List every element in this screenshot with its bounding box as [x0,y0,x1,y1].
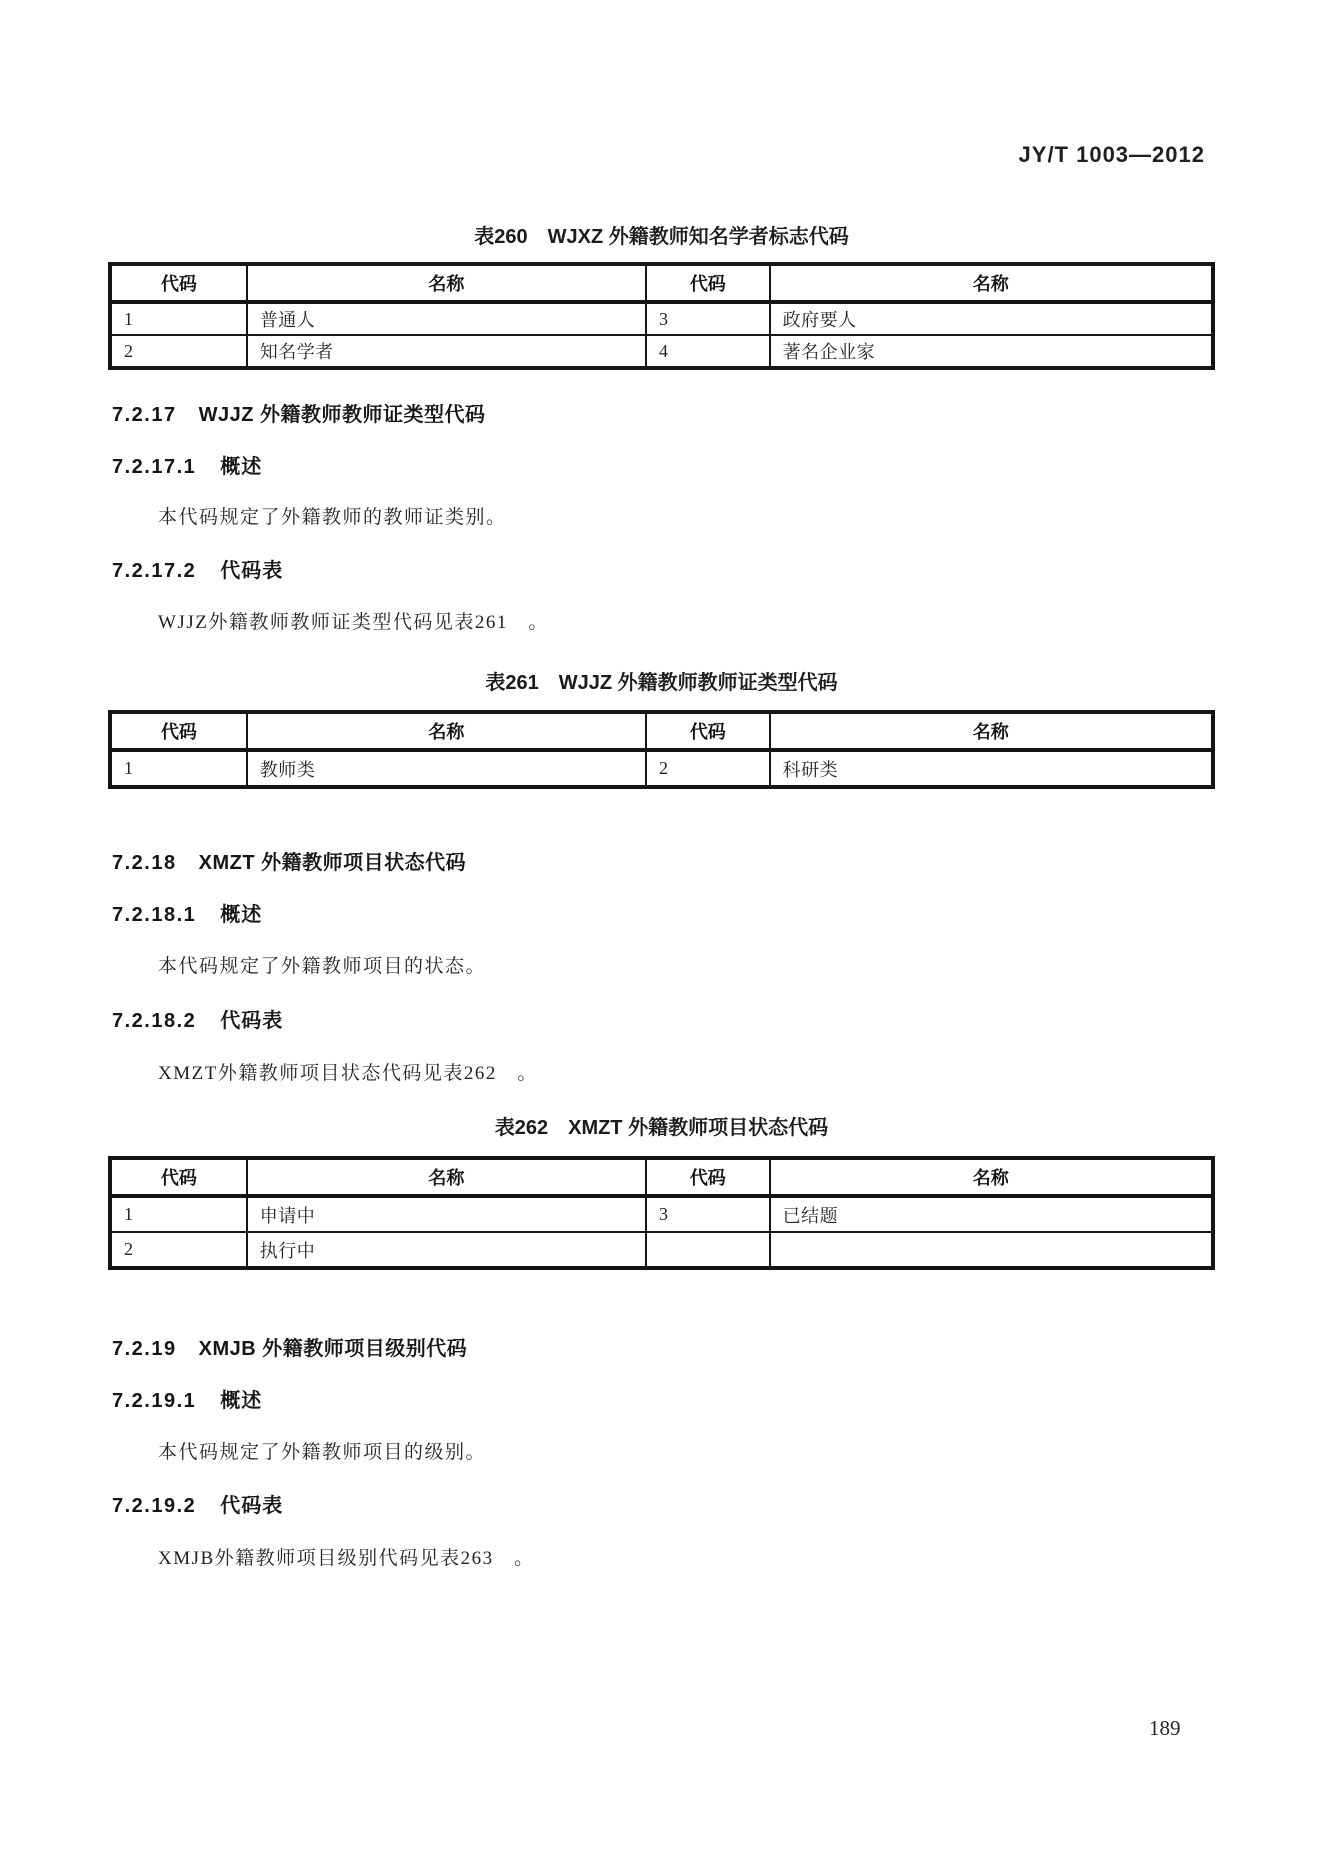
cell-name [770,1232,1213,1268]
paragraph: 本代码规定了外籍教师项目的状态。 [158,956,487,977]
paragraph: XMZT外籍教师项目状态代码见表262 。 [158,1063,538,1084]
table-261-title: 表261 WJJZ 外籍教师教师证类型代码 [485,672,838,694]
column-header-code: 代码 [110,712,247,750]
page-number: 189 [1149,1716,1181,1740]
column-header-name: 名称 [247,1158,646,1196]
table-header-row [110,1158,1213,1196]
cell-code: 1 [110,1196,247,1232]
cell-code: 3 [646,1196,770,1232]
cell-code [646,1232,770,1268]
subsection-title: 概述 [220,904,263,926]
standard-number: JY/T 1003—2012 [1018,142,1205,167]
subsection-number: 7.2.17.2 [112,560,197,582]
cell-name: 政府要人 [770,302,1213,335]
column-header-code: 代码 [646,1158,770,1196]
section-number: 7.2.17 [112,404,177,426]
cell-code: 2 [110,335,247,368]
section-number: 7.2.19 [112,1338,177,1360]
section-heading-7-2-19 [112,1332,467,1361]
paragraph: 本代码规定了外籍教师项目的级别。 [158,1442,487,1463]
table-262-title: 表262 XMZT 外籍教师项目状态代码 [494,1117,829,1139]
section-title: XMJB 外籍教师项目级别代码 [198,1338,468,1360]
column-header-name: 名称 [770,712,1213,750]
cell-name: 科研类 [770,750,1213,787]
cell-name: 已结题 [770,1196,1213,1232]
paragraph: 本代码规定了外籍教师的教师证类别。 [158,507,507,528]
cell-code: 4 [646,335,770,368]
subsection-number: 7.2.18.2 [112,1010,197,1032]
subsection-number: 7.2.19.1 [112,1390,197,1412]
cell-code: 3 [646,302,770,335]
table-260 [108,262,1215,370]
cell-name: 申请中 [247,1196,646,1232]
subsection-number: 7.2.19.2 [112,1495,197,1517]
table-header-row [110,264,1213,302]
table-260-title: 表260 WJXZ 外籍教师知名学者标志代码 [474,226,849,248]
column-header-code: 代码 [646,712,770,750]
cell-name: 知名学者 [247,335,646,368]
column-header-code: 代码 [110,264,247,302]
section-heading-7-2-17 [112,398,486,427]
subsection-heading-codetable [112,554,283,583]
table-row [110,750,1213,787]
subsection-title: 代码表 [220,1010,284,1032]
table-row [110,335,1213,368]
cell-name: 执行中 [247,1232,646,1268]
section-number: 7.2.18 [112,852,177,874]
cell-name: 普通人 [247,302,646,335]
table-header-row [110,712,1213,750]
paragraph: WJJZ外籍教师教师证类型代码见表261 。 [158,612,549,633]
table-row [110,1196,1213,1232]
table-row [110,1232,1213,1268]
subsection-heading-overview [112,450,262,479]
section-title: XMZT 外籍教师项目状态代码 [198,852,467,874]
subsection-heading-overview [112,1384,262,1413]
column-header-code: 代码 [646,264,770,302]
column-header-code: 代码 [110,1158,247,1196]
column-header-name: 名称 [247,264,646,302]
section-heading-7-2-18 [112,846,466,875]
subsection-title: 代码表 [220,1495,284,1517]
subsection-number: 7.2.17.1 [112,456,197,478]
subsection-heading-codetable [112,1004,283,1033]
cell-code: 2 [110,1232,247,1268]
cell-code: 1 [110,750,247,787]
cell-name: 著名企业家 [770,335,1213,368]
cell-name: 教师类 [247,750,646,787]
subsection-title: 代码表 [220,560,284,582]
subsection-number: 7.2.18.1 [112,904,197,926]
subsection-title: 概述 [220,456,263,478]
table-261 [108,710,1215,789]
table-row [110,302,1213,335]
cell-code: 1 [110,302,247,335]
column-header-name: 名称 [770,264,1213,302]
subsection-title: 概述 [220,1390,263,1412]
paragraph: XMJB外籍教师项目级别代码见表263 。 [158,1548,535,1569]
section-title: WJJZ 外籍教师教师证类型代码 [198,404,486,426]
column-header-name: 名称 [770,1158,1213,1196]
table-262 [108,1156,1215,1270]
subsection-heading-overview [112,898,262,927]
cell-code: 2 [646,750,770,787]
subsection-heading-codetable [112,1489,283,1518]
column-header-name: 名称 [247,712,646,750]
